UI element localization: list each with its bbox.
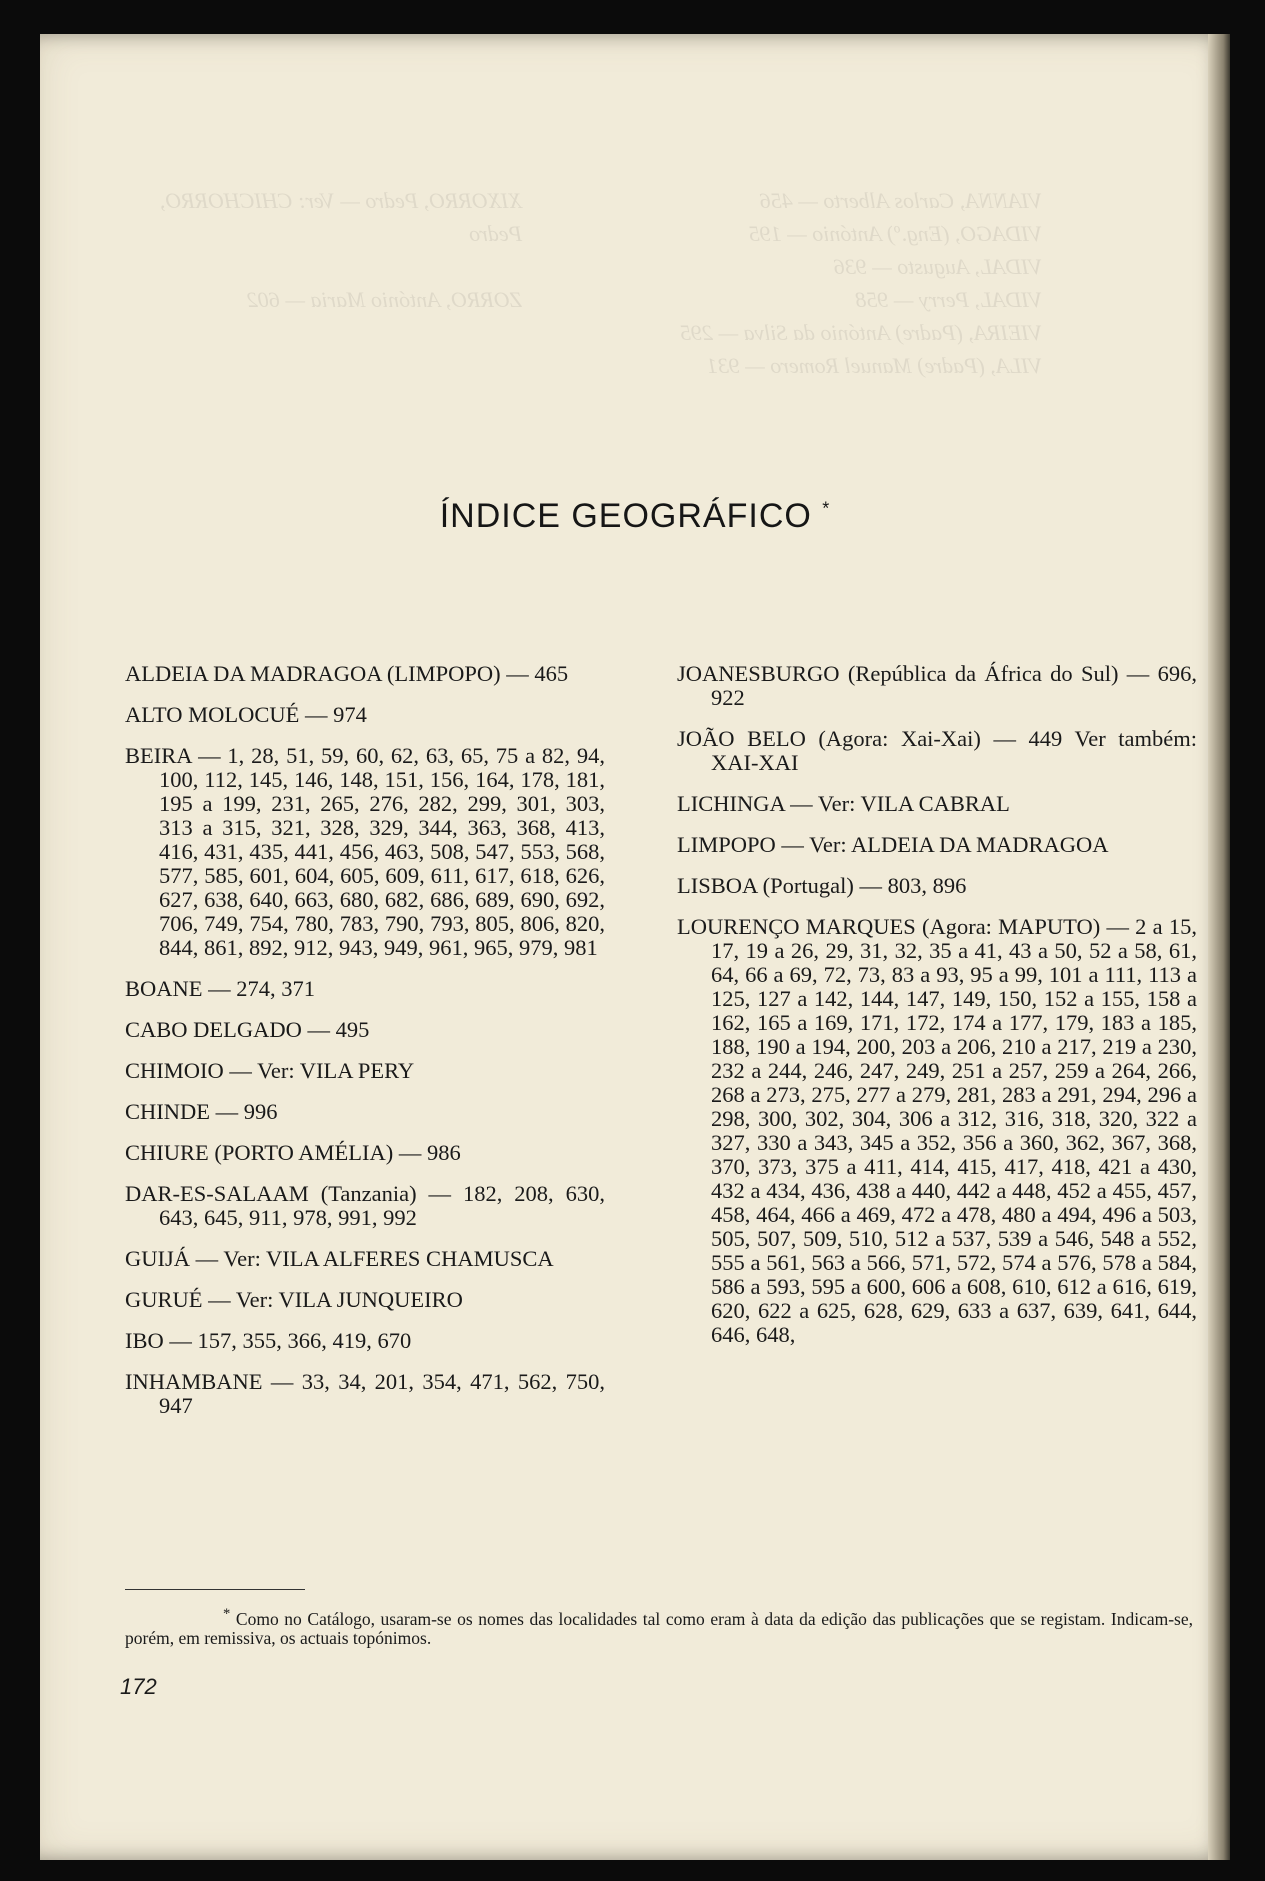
footnote-rule	[125, 1589, 305, 1590]
title-footnote-mark: *	[822, 498, 831, 519]
index-entry: INHAMBANE — 33, 34, 201, 354, 471, 562, 750, 947	[125, 1369, 605, 1418]
page-number: 172	[120, 1674, 157, 1699]
index-entry: BEIRA — 1, 28, 51, 59, 60, 62, 63, 65, 75 a 82, 94, 100, 112, 145, 146, 148, 151, 156, 164, 178, 181, 195 a 199, 231, 265, 276, 282, 299, 301, 303, 313 a 315, 321, 328, 329, 344, 363, 368, 413, 416, 431, 435, 441, 456, 463, 508, 547, 553, 568, 577, 585, 601, 604, 605, 609, 611, 617, 618, 626, 627, 638, 640, 663, 680, 682, 686, 689, 690, 692, 706, 749, 754, 780, 783, 790, 793, 805, 806, 820, 844, 861, 892, 912, 943, 949, 961, 965, 979, 981	[125, 743, 605, 960]
index-entry: ALDEIA DA MADRAGOA (LIMPOPO) — 465	[125, 661, 569, 686]
index-entry: LISBOA (Portugal) — 803, 896	[677, 873, 967, 898]
index-entry: CHINDE — 996	[125, 1099, 278, 1124]
index-entry: CABO DELGADO — 495	[125, 1017, 370, 1042]
right-column	[677, 662, 1197, 1364]
index-entry: JOANESBURGO (República da África do Sul) — 696, 922	[677, 661, 1197, 710]
index-entry: JOÃO BELO (Agora: Xai-Xai) — 449 Ver também: XAI-XAI	[677, 726, 1197, 775]
index-entry: ALTO MOLOCUÉ — 974	[125, 702, 367, 727]
index-entry: GUIJÁ — Ver: VILA ALFERES CHAMUSCA	[125, 1246, 554, 1271]
index-entry: CHIMOIO — Ver: VILA PERY	[125, 1058, 415, 1083]
page-title: ÍNDICE GEOGRÁFICO *	[439, 496, 831, 535]
index-entry: IBO — 157, 355, 366, 419, 670	[125, 1328, 412, 1353]
book-spine-shadow	[1208, 34, 1230, 1860]
index-entry: DAR-ES-SALAAM (Tanzania) — 182, 208, 630, 643, 645, 911, 978, 991, 992	[125, 1181, 605, 1230]
footnote-text: Como no Catálogo, usaram-se os nomes das localidades tal como eram à data da edição das publicações que se registam. Indicam-se, porém, em remissiva, os actuais topónimos.	[125, 1608, 1194, 1648]
index-entry: GURUÉ — Ver: VILA JUNQUEIRO	[125, 1287, 463, 1312]
show-through-text-left: XIXORRO, Pedro — Ver: CHICHORRO, Pedro ZORRO, António Maria — 602	[160, 188, 523, 312]
footnote	[125, 1605, 1193, 1648]
book-page	[40, 34, 1230, 1860]
left-column	[125, 662, 605, 1435]
index-entry: LIMPOPO — Ver: ALDEIA DA MADRAGOA	[677, 832, 1109, 857]
index-entry: LICHINGA — Ver: VILA CABRAL	[677, 791, 1010, 816]
index-entry: CHIURE (PORTO AMÉLIA) — 986	[125, 1140, 461, 1165]
index-entry: LOURENÇO MARQUES (Agora: MAPUTO) — 2 a 15, 17, 19 a 26, 29, 31, 32, 35 a 41, 43 a 50, 52 a 58, 61, 64, 66 a 69, 72, 73, 83 a 93, 95 a 99, 101 a 111, 113 a 125, 127 a 142, 144, 147, 149, 150, 152 a 155, 158 a 162, 165 a 169, 171, 172, 174 a 177, 179, 183 a 185, 188, 190 a 194, 200, 203 a 206, 210 a 217, 219 a 230, 232 a 244, 246, 247, 249, 251 a 257, 259 a 264, 266, 268 a 273, 275, 277 a 279, 281, 283 a 291, 294, 296 a 298, 300, 302, 304, 306 a 312, 316, 318, 320, 322 a 327, 330 a 343, 345 a 352, 356 a 360, 362, 367, 368, 370, 373, 375 a 411, 414, 415, 417, 418, 421 a 430, 432 a 434, 436, 438 a 440, 442 a 448, 452 a 455, 457, 458, 464, 466 a 469, 472 a 478, 480 a 494, 496 a 503, 505, 507, 509, 510, 512 a 537, 539 a 546, 548 a 552, 555 a 561, 563 a 566, 571, 572, 574 a 576, 578 a 584, 586 a 593, 595 a 600, 606 a 608, 610, 612 a 616, 619, 620, 622 a 625, 628, 629, 633 a 637, 639, 641, 644, 646, 648,	[677, 914, 1197, 1347]
index-entry: BOANE — 274, 371	[125, 976, 315, 1001]
show-through-text-right: VIANNA, Carlos Alberto — 456 VIDAGO, (Eng.º) António — 195 VIDAL, Augusto — 936 VIDAL, Perry — 958 VIEIRA, (Padre) António da Silva — 295 VILA, (Padre) Manuel Romero — 931	[680, 188, 1043, 378]
footnote-mark: *	[223, 1606, 231, 1622]
